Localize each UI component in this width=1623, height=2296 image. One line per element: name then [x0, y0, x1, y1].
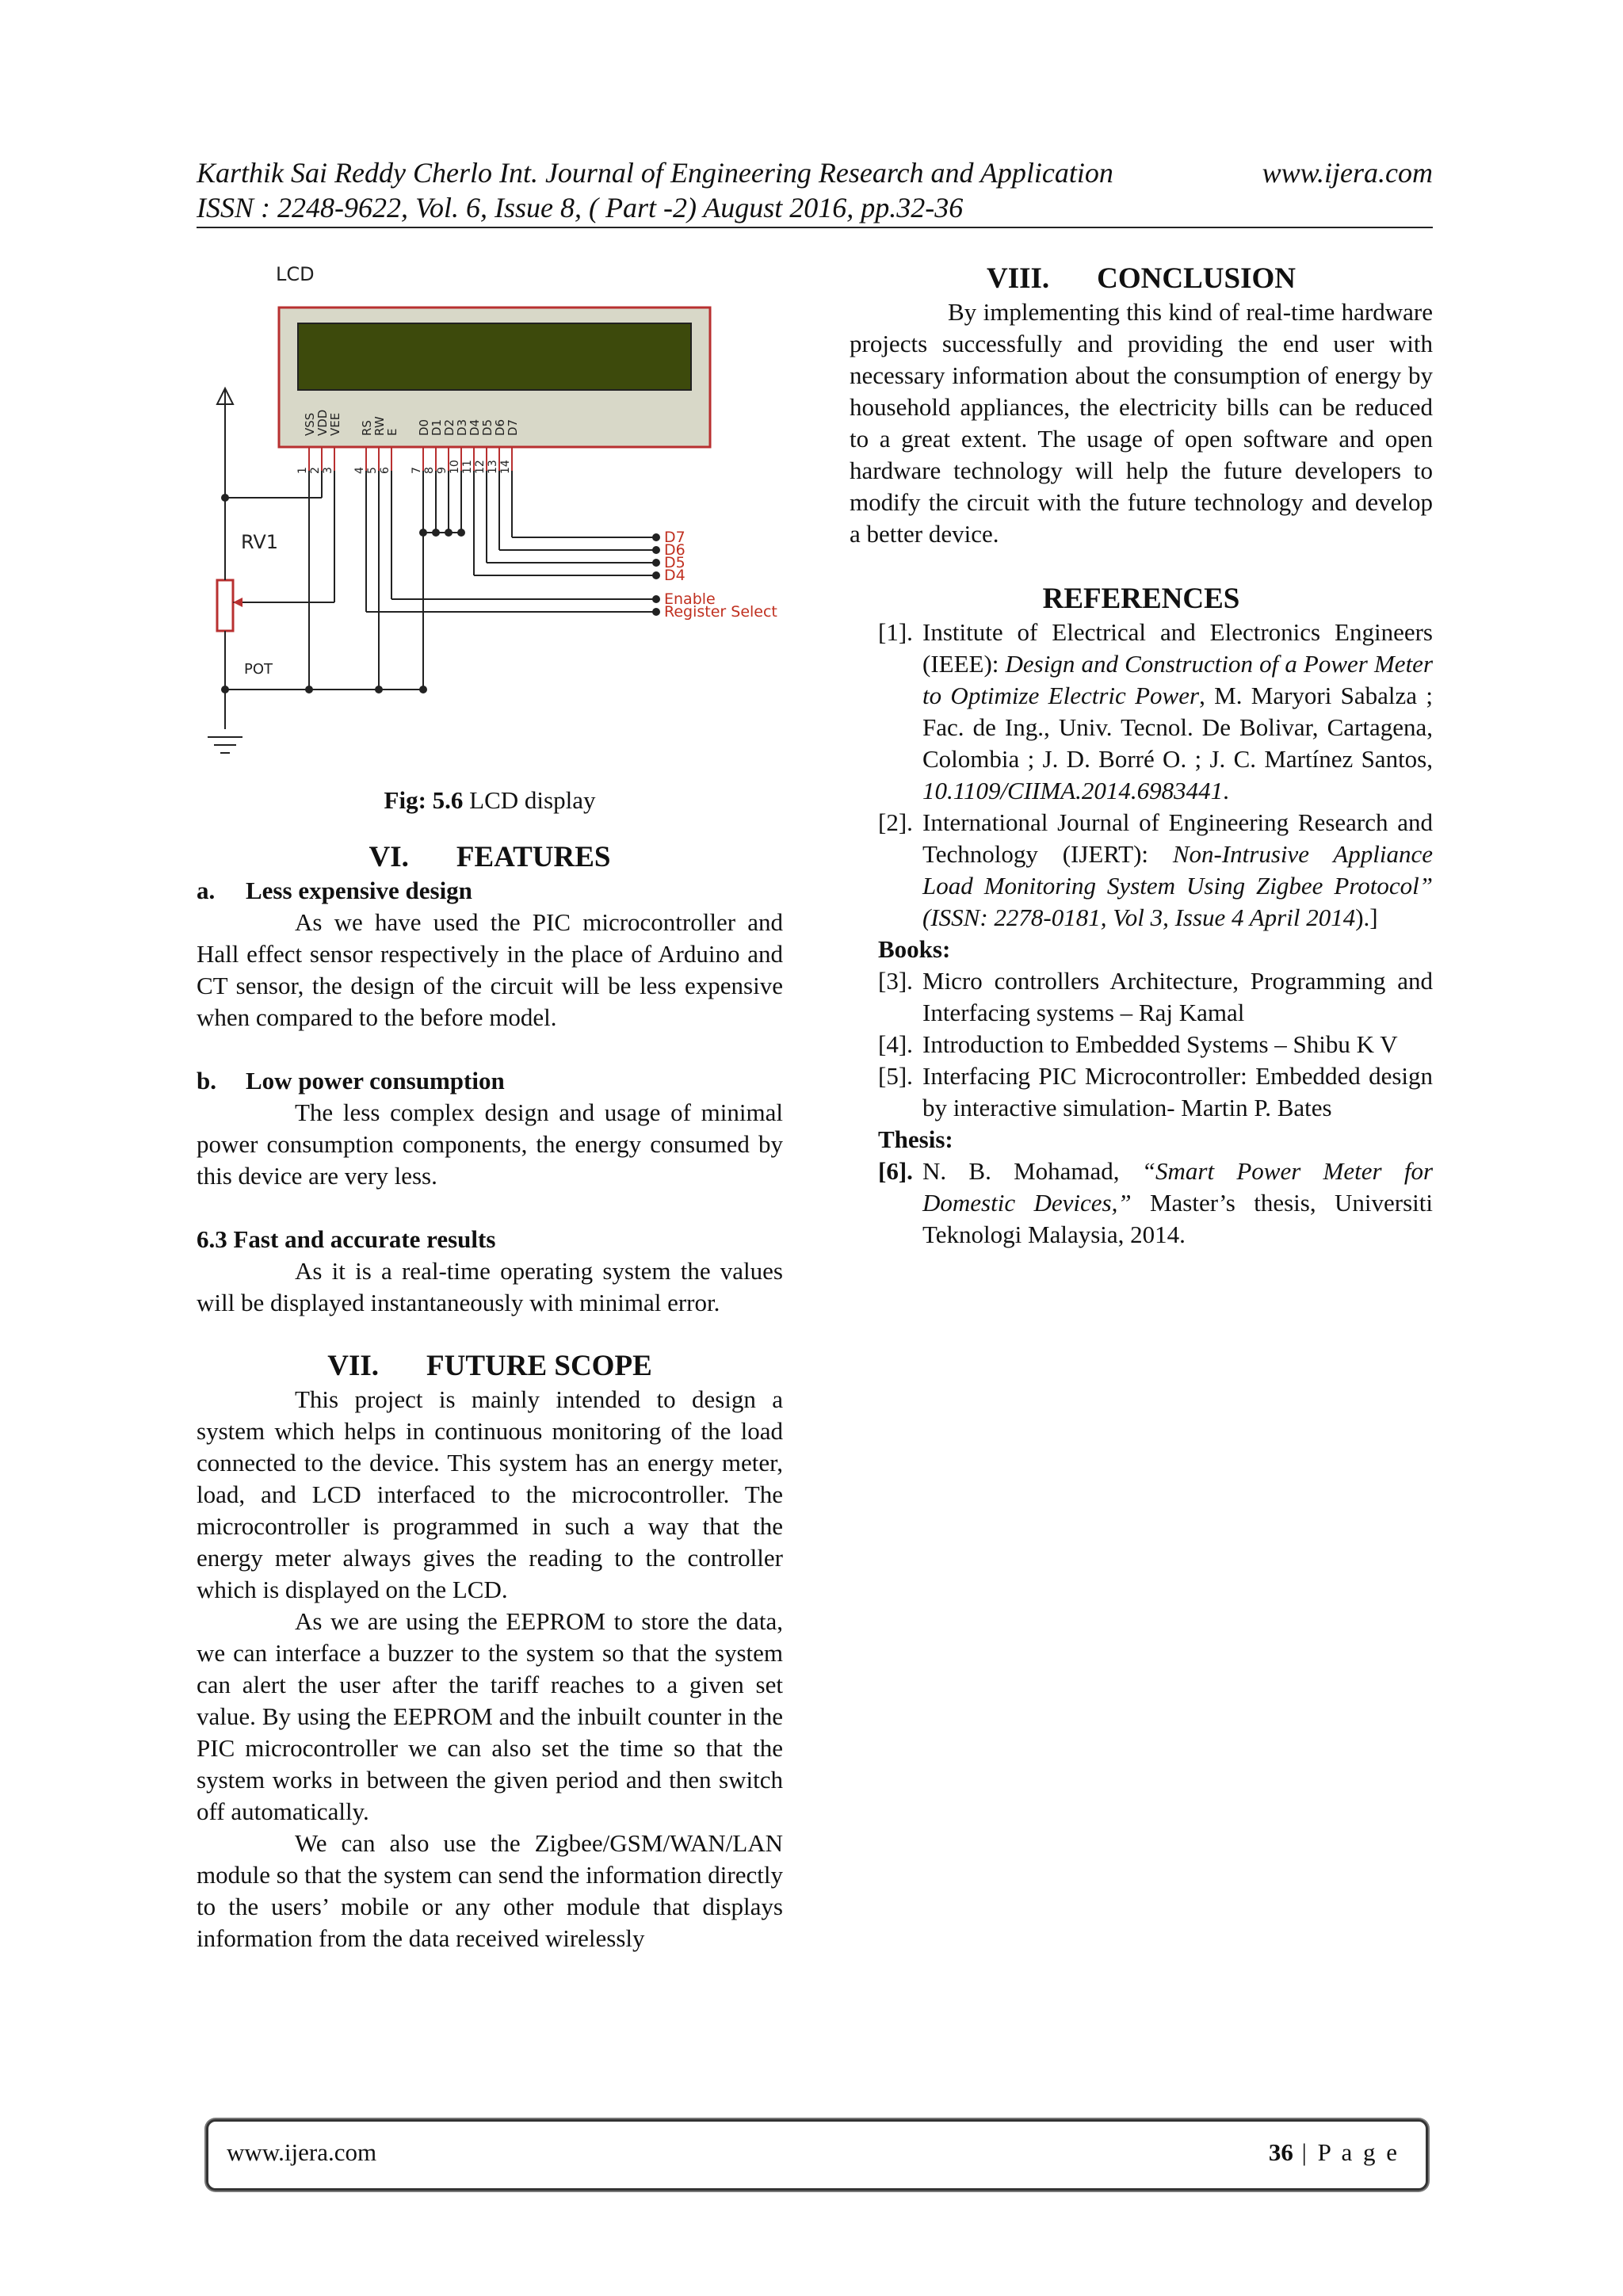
running-header-issue: ISSN : 2248-9622, Vol. 6, Issue 8, ( Part -2) August 2016, pp.32-36	[197, 192, 964, 223]
lcd-circuit-figure	[197, 262, 783, 777]
lcd-pin-name: D3	[455, 418, 469, 436]
potentiometer-label: POT	[244, 661, 273, 678]
signal-label: Enable	[664, 590, 716, 608]
header-divider	[197, 227, 1433, 228]
lcd-pin-number: 6	[379, 467, 391, 474]
subsection-fast-results: 6.3 Fast and accurate results	[197, 1225, 496, 1253]
reference-3: [3]. Micro controllers Architecture, Programming and Interfacing systems – Raj Kamal	[878, 967, 1433, 1026]
paragraph-less-expensive: As we have used the PIC microcontroller and Hall effect sensor respectively in the place of Arduino and CT sensor, the design of the circuit will be less expensive when compared to the before model.	[197, 908, 783, 1031]
lcd-pin-number: 5	[366, 467, 379, 474]
reference-1-doi[interactable]: 10.1109/CIIMA.2014.6983441	[922, 777, 1224, 804]
signal-terminal	[652, 571, 660, 579]
potentiometer-icon	[217, 580, 233, 631]
lcd-pin-name: D7	[506, 418, 520, 436]
reference-1: [1]. Institute of Electrical and Electronics Engineers (IEEE): Design and Construction of a Power Meter to Optimize Electric Power, M. Maryori Sabalza ; Fac. de Ing., Univ. Tecnol. De Bolivar, Cartagena, Colombia ; J. D. Borré O. ; J. C. Martínez Santos, 10.1109/CIIMA.2014.6983441.	[878, 618, 1434, 804]
lcd-pin-number: 13	[487, 460, 499, 474]
subsection-low-power: b. Low power consumption	[197, 1067, 505, 1095]
lcd-pin-number: 9	[436, 467, 449, 474]
circuit-wires	[221, 471, 656, 693]
paragraph-low-power: The less complex design and usage of minimal power consumption components, the energy consumed by this device are very less.	[197, 1098, 783, 1190]
signal-label: D7	[664, 529, 685, 546]
junction-dot	[221, 686, 229, 693]
lcd-pin-name: RS	[360, 420, 374, 436]
lcd-pin-name: VEE	[328, 412, 342, 436]
junction-dot	[419, 529, 427, 537]
references-thesis-label: Thesis:	[878, 1125, 953, 1153]
footer-url[interactable]: www.ijera.com	[227, 2138, 377, 2166]
signal-terminal	[652, 608, 660, 616]
running-header-journal: Karthik Sai Reddy Cherlo Int. Journal of Engineering Research and Application	[197, 157, 1113, 189]
reference-2: [2]. International Journal of Engineering Research and Technology (IJERT): Non-Intrusive Appliance Load Monitoring System Using Zigbee Protocol” (ISSN: 2278-0181, Vol 3, Issue 4 April 2014).]	[878, 808, 1433, 931]
lcd-pin-number: 7	[411, 467, 423, 474]
signal-terminal	[652, 595, 660, 603]
lcd-circuit-diagram	[197, 262, 783, 777]
paragraph-fast-results: As it is a real-time operating system the values will be displayed instantaneously with minimal error.	[197, 1257, 783, 1316]
subsection-less-expensive: a. Less expensive design	[197, 877, 472, 904]
lcd-pin-name: E	[385, 428, 399, 436]
lcd-pin-name: RW	[372, 416, 387, 436]
section-future-scope-heading: VII. FUTURE SCOPE	[327, 1350, 652, 1382]
lcd-pin-name: D0	[417, 418, 431, 436]
lcd-component-label: LCD	[276, 263, 315, 285]
lcd-pin-number: 11	[461, 460, 474, 474]
lcd-pin-name: D4	[468, 418, 482, 436]
lcd-pin-name: VSS	[303, 412, 317, 436]
section-conclusion-heading: VIII. CONCLUSION	[987, 262, 1296, 295]
signal-label: D5	[664, 554, 685, 571]
footer-page-number: 36 | P a g e	[1268, 2138, 1400, 2166]
lcd-pin-number: 3	[322, 467, 334, 474]
signal-label: Register Select	[664, 603, 777, 621]
signal-terminal	[652, 546, 660, 554]
lcd-pin-number: 10	[449, 460, 461, 474]
section-features-heading: VI. FEATURES	[369, 841, 611, 873]
lcd-pin-number: 12	[474, 460, 487, 474]
figure-caption-text: LCD display	[463, 786, 596, 814]
signal-labels	[652, 529, 777, 621]
reference-6: [6]. N. B. Mohamad, “Smart Power Meter for Domestic Devices,” Master’s thesis, Universiti Teknologi Malaysia, 2014.	[878, 1157, 1434, 1248]
ground-icon	[208, 737, 242, 753]
signal-label: D4	[664, 567, 685, 584]
lcd-pin-number: 8	[423, 467, 436, 474]
figure-caption-number: Fig: 5.6	[384, 786, 464, 814]
lcd-pin-name: D6	[493, 418, 507, 436]
lcd-pin-number: 2	[309, 467, 322, 474]
right-column	[850, 262, 1433, 1251]
references-books-label: Books:	[878, 935, 951, 963]
lcd-pin-number: 1	[296, 467, 309, 474]
reference-4: [4]. Introduction to Embedded Systems – Shibu K V	[878, 1030, 1398, 1058]
lcd-pin-name: D5	[480, 418, 495, 436]
signal-terminal	[652, 533, 660, 541]
junction-dot	[419, 686, 427, 693]
left-column	[197, 262, 783, 1954]
paragraph-future-3: We can also use the Zigbee/GSM/WAN/LAN module so that the system can send the information directly to the users’ mobile or any other module that displays information from the data received wirelessly	[197, 1829, 783, 1952]
pot-wiper-arrow	[233, 598, 242, 607]
signal-label: D6	[664, 541, 685, 559]
lcd-screen	[298, 323, 691, 390]
figure-caption	[197, 785, 783, 816]
lcd-pin-name: D1	[430, 418, 444, 436]
lcd-pin-number: 14	[499, 460, 512, 474]
running-header-url[interactable]: www.ijera.com	[1262, 157, 1433, 189]
signal-terminal	[652, 559, 660, 567]
reference-5: [5]. Interfacing PIC Microcontroller: Embedded design by interactive simulation- Martin P. Bates	[878, 1062, 1433, 1121]
potentiometer-name: RV1	[241, 531, 279, 553]
lcd-pin-name: VDD	[315, 409, 330, 436]
lcd-pin-name: D2	[442, 418, 456, 436]
section-references-heading: REFERENCES	[1042, 583, 1240, 615]
paragraph-conclusion: By implementing this kind of real-time hardware projects successfully and providing the end user with necessary information about the consumption of energy by household appliances, the electricity bills can be reduced to a great extent. The usage of open software and open hardware technology will help the future developers to modify the circuit with the future technology and develop a better device.	[850, 298, 1433, 548]
footer-bar	[206, 2119, 1428, 2191]
lcd-pin-number: 4	[353, 467, 366, 474]
paragraph-future-1: This project is mainly intended to design a system which helps in continuous monitoring of the load connected to the device. This system has an energy meter, load, and LCD interfaced to the microcontroller. The microcontroller is programmed in such a way that the energy meter always gives the reading to the controller which is displayed on the LCD.	[197, 1385, 783, 1603]
paragraph-future-2: As we are using the EEPROM to store the data, we can interface a buzzer to the system so that the system can alert the user after the tariff reaches to a given set value. By using the EEPROM and the inbuilt counter in the PIC microcontroller we can also set the time so that the system works in between the given period and then switch off automatically.	[197, 1607, 783, 1825]
